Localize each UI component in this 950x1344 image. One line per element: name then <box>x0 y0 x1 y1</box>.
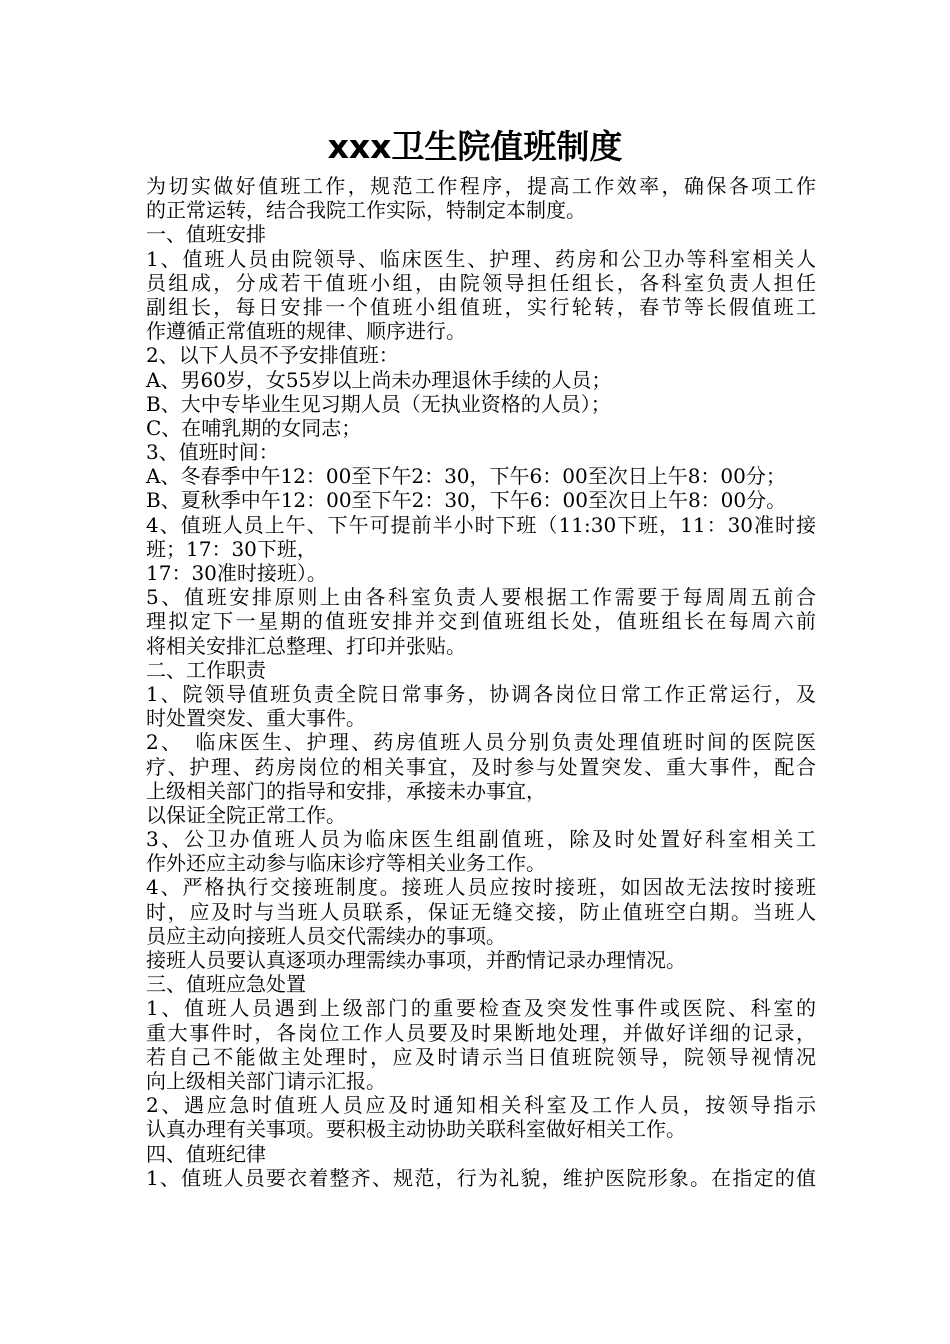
body-line: A、冬春季中午12：00至下午2：30，下午6：00至次日上午8：00分； <box>146 464 786 489</box>
body-line: 1、值班人员遇到上级部门的重要检查及突发性事件或医院、科室的 <box>146 996 816 1021</box>
body-line: 1、院领导值班负责全院日常事务，协调各岗位日常工作正常运行，及 <box>146 681 816 706</box>
body-line: 理拟定下一星期的值班安排并交到值班组长处，值班组长在每周六前 <box>146 609 816 634</box>
body-line: 四、值班纪律 <box>146 1141 266 1166</box>
body-line: 1、值班人员由院领导、临床医生、护理、药房和公卫办等科室相关人 <box>146 246 816 271</box>
body-line: 作外还应主动参与临床诊疗等相关业务工作。 <box>146 851 546 876</box>
body-line: 2、 临床医生、护理、药房值班人员分别负责处理值班时间的医院医 <box>146 730 816 755</box>
body-line: 为切实做好值班工作，规范工作程序，提高工作效率，确保各项工作 <box>146 174 816 198</box>
body-line: 班；17：30下班， <box>146 536 317 561</box>
body-line: 接班人员要认真逐项办理需续办事项，并酌情记录办理情况。 <box>146 948 686 972</box>
body-line: 3、值班时间： <box>146 440 279 465</box>
body-line: 二、工作职责 <box>146 657 266 682</box>
body-line: 向上级相关部门请示汇报。 <box>146 1068 386 1093</box>
body-line: 1、值班人员要衣着整齐、规范，行为礼貌，维护医院形象。在指定的值 <box>146 1165 816 1190</box>
body-line: 副组长，每日安排一个值班小组值班，实行轮转，春节等长假值班工 <box>146 294 816 319</box>
body-line: 作遵循正常值班的规律、顺序进行。 <box>146 319 466 344</box>
body-line: 3、公卫办值班人员为临床医生组副值班，除及时处置好科室相关工 <box>146 827 816 852</box>
body-line: B、夏秋季中午12：00至下午2：30，下午6：00至次日上午8：00分。 <box>146 488 787 513</box>
document-title: xxx卫生院值班制度 <box>327 127 623 166</box>
body-line: 4、值班人员上午、下午可提前半小时下班（11:30下班，11：30准时接 <box>146 512 816 537</box>
body-line: 认真办理有关事项。要积极主动协助关联科室做好相关工作。 <box>146 1117 686 1142</box>
body-line: 的正常运转，结合我院工作实际，特制定本制度。 <box>146 198 586 223</box>
body-line: 员应主动向接班人员交代需续办的事项。 <box>146 923 506 948</box>
body-line: B、大中专毕业生见习期人员（无执业资格的人员）； <box>146 391 611 416</box>
body-line: 2、以下人员不予安排值班： <box>146 343 399 368</box>
body-line: 时，应及时与当班人员联系，保证无缝交接，防止值班空白期。当班人 <box>146 899 816 924</box>
body-line: 以保证全院正常工作。 <box>146 802 346 827</box>
body-line: 一、值班安排 <box>146 222 266 247</box>
body-line: 将相关安排汇总整理、打印并张贴。 <box>146 633 466 658</box>
body-line: 员组成，分成若干值班小组，由院领导担任组长，各科室负责人担任 <box>146 270 816 295</box>
body-line: C、在哺乳期的女同志； <box>146 415 362 440</box>
document-body <box>146 174 816 1190</box>
body-line: 4、严格执行交接班制度。接班人员应按时接班，如因故无法按时接班 <box>146 875 816 900</box>
body-line: 2、遇应急时值班人员应及时通知相关科室及工作人员，按领导指示 <box>146 1093 816 1118</box>
body-line: 17：30准时接班）。 <box>146 561 327 585</box>
body-line: 三、值班应急处置 <box>146 972 306 997</box>
body-line: 疗、护理、药房岗位的相关事宜，及时参与处置突发、重大事件，配合 <box>146 754 816 779</box>
body-line: A、男60岁，女55岁以上尚未办理退休手续的人员； <box>146 367 612 392</box>
body-line: 重大事件时，各岗位工作人员要及时果断地处理，并做好详细的记录， <box>146 1020 816 1045</box>
body-line: 5、值班安排原则上由各科室负责人要根据工作需要于每周周五前合 <box>146 585 816 610</box>
body-line: 上级相关部门的指导和安排，承接未办事宜， <box>146 778 546 803</box>
body-line: 时处置突发、重大事件。 <box>146 706 366 731</box>
body-line: 若自己不能做主处理时，应及时请示当日值班院领导，院领导视情况 <box>146 1044 816 1069</box>
